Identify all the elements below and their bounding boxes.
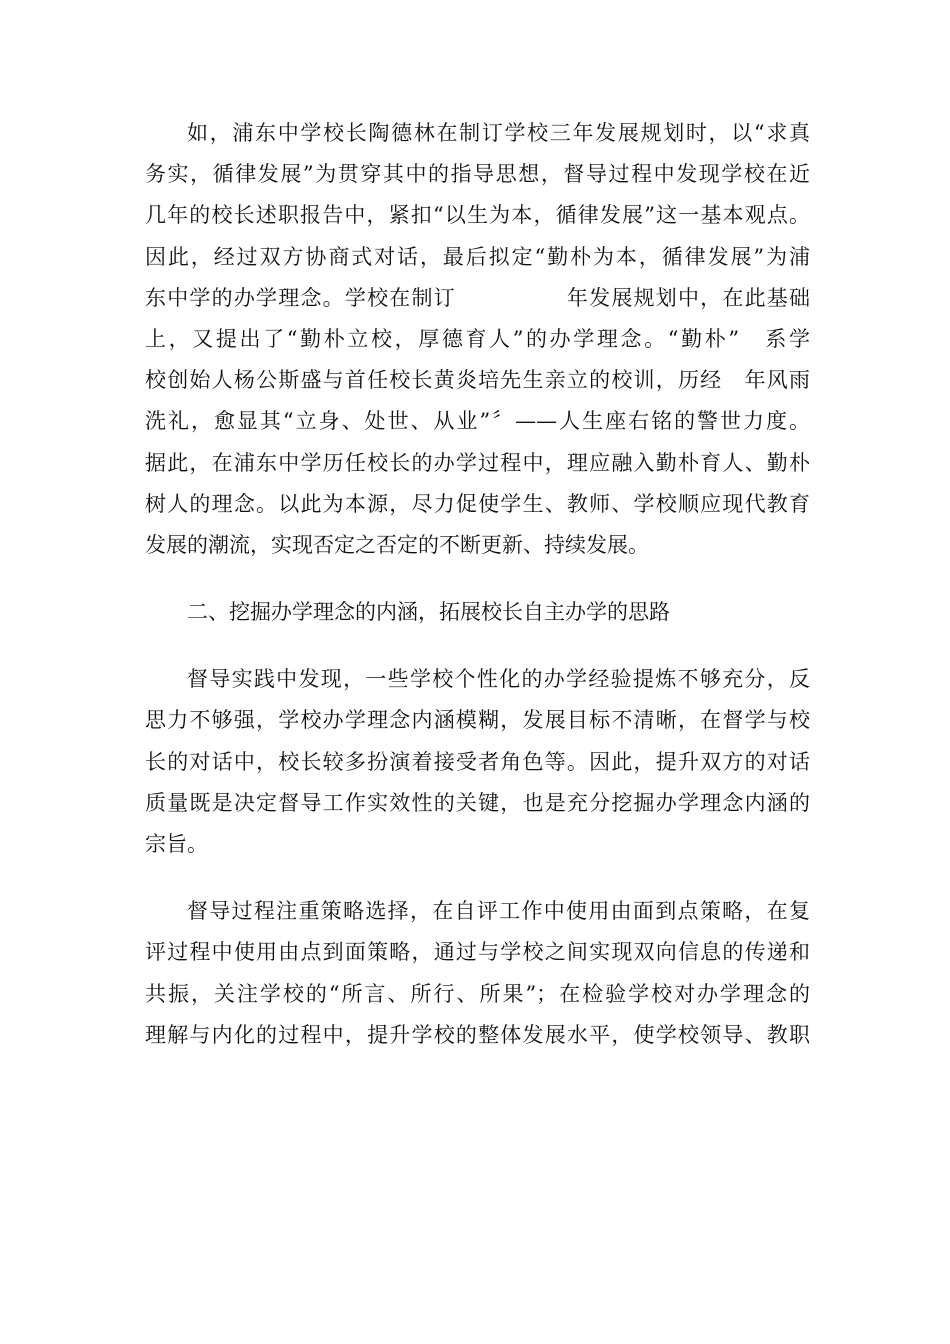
text-line: 思力不够强，学校办学理念内涵模糊，发展目标不清晰，在督学与校	[145, 708, 810, 733]
paragraph-3	[145, 891, 810, 1056]
text-line: 因此，经过双方协商式对话，最后拟定“勤朴为本，循律发展”为浦	[145, 244, 810, 269]
text-line: 洗礼，愈显其“立身、处世、从业”〞——人生座右铭的警世力度。	[145, 409, 810, 434]
text-line: 督导过程注重策略选择，在自评工作中使用由面到点策略，在复	[187, 899, 810, 924]
section-heading: 二、挖掘办学理念的内涵，拓展校长自主办学的思路	[187, 600, 670, 625]
paragraph-spacer	[145, 865, 810, 891]
text-line: 上，又提出了“勤朴立校，厚德育人”的办学理念。“勤朴” 系学	[145, 326, 810, 351]
text-line: 校创始人杨公斯盛与首任校长黄炎培先生亲立的校训，历经 年风雨	[145, 368, 810, 393]
text-line: 发展的潮流，实现否定之否定的不断更新、持续发展。	[145, 532, 649, 557]
paragraph-2	[145, 659, 810, 865]
document-body	[145, 113, 810, 1056]
text-line: 理解与内化的过程中，提升学校的整体发展水平，使学校领导、教职	[145, 1022, 810, 1047]
text-line: 东中学的办学理念。学校在制订 年发展规划中，在此基础	[145, 285, 810, 310]
text-line: 评过程中使用由点到面策略，通过与学校之间实现双向信息的传递和	[145, 940, 810, 965]
text-line: 树人的理念。以此为本源，尽力促使学生、教师、学校顺应现代教育	[145, 491, 810, 516]
text-line: 宗旨。	[145, 832, 208, 856]
text-line: 如，浦东中学校长陶德林在制订学校三年发展规划时，以“求真	[187, 121, 810, 145]
text-line: 质量既是决定督导工作实效性的关键，也是充分挖掘办学理念内涵的	[145, 790, 810, 815]
text-line: 务实，循律发展”为贯穿其中的指导思想，督导过程中发现学校在近	[145, 162, 810, 187]
paragraph-spacer	[145, 633, 810, 659]
text-line: 几年的校长述职报告中，紧扣“以生为本，循律发展”这一基本观点。	[145, 203, 810, 228]
paragraph-1	[145, 113, 810, 566]
text-line: 督导实践中发现，一些学校个性化的办学经验提炼不够充分，反	[187, 667, 810, 692]
text-line: 据此，在浦东中学历任校长的办学过程中，理应融入勤朴育人、勤朴	[145, 450, 810, 475]
paragraph-spacer	[145, 566, 810, 592]
text-line: 共振，关注学校的“所言、所行、所果”；在检验学校对办学理念的	[145, 981, 810, 1006]
text-line: 长的对话中，校长较多扮演着接受者角色等。因此，提升双方的对话	[145, 749, 810, 774]
